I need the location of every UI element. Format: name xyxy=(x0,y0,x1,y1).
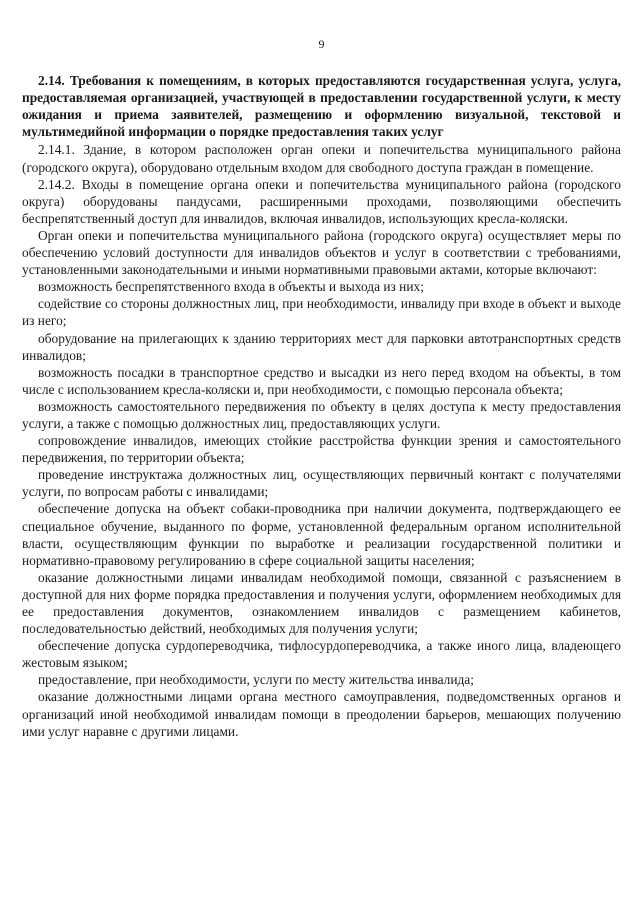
list-item: обеспечение допуска на объект собаки-проводника при наличии документа, подтверждающего ее специальное обучение, выданного по форме, установленной федеральным органом исполнительной власти, осуществляющим функции по выработке и реализации государственной политики и нормативно-правовому регулированию в сфере социальной защиты населения; xyxy=(22,501,621,568)
paragraph-2-14-1: 2.14.1. Здание, в котором расположен орган опеки и попечительства муниципального района (городского округа), оборудовано отдельным входом для свободного доступа граждан в помещение. xyxy=(22,142,621,175)
list-item: сопровождение инвалидов, имеющих стойкие расстройства функции зрения и самостоятельного передвижения, по территории объекта; xyxy=(22,433,621,466)
paragraph-accessibility-measures: Орган опеки и попечительства муниципального района (городского округа) осуществляет меры по обеспечению условий доступности для инвалидов объектов и услуг в соответствии с требованиями, установленными законодательными и иными нормативными правовыми актами, которые включают: xyxy=(22,227,621,278)
list-item: возможность самостоятельного передвижения по объекту в целях доступа к месту предоставления услуги, а также с помощью должностных лиц, предоставляющих услуги. xyxy=(22,398,621,431)
page-number: 9 xyxy=(318,37,325,51)
list-item: содействие со стороны должностных лиц, при необходимости, инвалиду при входе в объект и выходе из него; xyxy=(22,296,621,329)
list-item: проведение инструктажа должностных лиц, осуществляющих первичный контакт с получателями услуги, по вопросам работы с инвалидами; xyxy=(22,467,621,500)
list-item: предоставление, при необходимости, услуги по месту жительства инвалида; xyxy=(38,672,474,688)
list-item: возможность посадки в транспортное средство и высадки из него перед входом на объекты, в том числе с использованием кресла-коляски и, при необходимости, с помощью персонала объекта; xyxy=(22,364,621,397)
list-item: возможность беспрепятственного входа в объекты и выхода из них; xyxy=(38,279,424,295)
list-item: оказание должностными лицами органа местного самоуправления, подведомственных органов и организаций иной необходимой инвалидам помощи в преодолении барьеров, мешающих получению ими услуг наравне с другими лицами. xyxy=(22,689,621,739)
list-item: обеспечение допуска сурдопереводчика, тифлосурдопереводчика, а также иного лица, владеющего жестовым языком; xyxy=(22,638,621,671)
list-item: оборудование на прилегающих к зданию территориях мест для парковки автотранспортных средств инвалидов; xyxy=(22,330,621,363)
section-heading: 2.14. Требования к помещениям, в которых предоставляются государственная услуга, услуга, предоставляемая организацией, участвующей в предоставлении государственной услуги, к месту ожидания и приема заявителей, размещению и оформлению визуальной, текстовой и мультимедийной информации о порядке предоставления таких услуг xyxy=(22,73,621,140)
paragraph-2-14-2: 2.14.2. Входы в помещение органа опеки и попечительства муниципального района (городского округа) оборудованы пандусами, расширенными проходами, позволяющими обеспечить беспрепятственный доступ для инвалидов, включая инвалидов, использующих кресла-коляски. xyxy=(22,176,621,226)
list-item: оказание должностными лицами инвалидам необходимой помощи, связанной с разъяснением в доступной для них форме порядка предоставления и получения услуги, оформлением необходимых для ее предоставления документов, ознакомлением инвалидов с размещением кабинетов, последовательностью действий, необходимых для получения услуги; xyxy=(22,569,621,637)
